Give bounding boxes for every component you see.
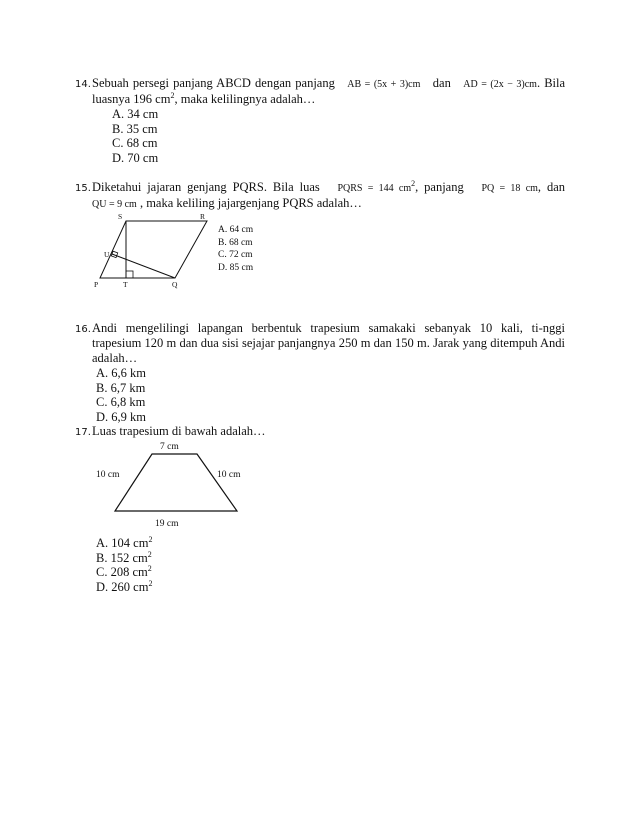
trapezoid-shape — [115, 454, 237, 511]
q15-options — [218, 224, 253, 274]
pq-expression: PQ = 18 cm — [481, 183, 538, 194]
option-c[interactable]: C. 208 $cm^2$ — [96, 564, 152, 579]
question-15 — [75, 180, 565, 212]
qu-expression: QU = 9 cm — [92, 199, 137, 210]
label-s: S — [118, 212, 123, 221]
q17-options — [75, 536, 565, 594]
parallelogram-figure — [90, 212, 230, 292]
question-14 — [75, 76, 565, 165]
label-u: U — [104, 250, 110, 259]
question-number: 16. — [75, 324, 91, 335]
option-b[interactable]: B. 6,7 km — [96, 380, 146, 395]
question-text: Diketahui jajaran genjang PQRS. Bila luas PQRS = 144 $cm^2$, panjang PQ = 18 cm, dan — [92, 179, 565, 194]
label-q: Q — [172, 280, 178, 289]
option-c[interactable]: C. 72 cm — [218, 250, 253, 260]
question-text-line2: luasnya 196 $cm^2$, maka kelilingnya adalah… — [92, 91, 316, 106]
option-c[interactable]: C. 68 cm — [112, 136, 158, 150]
ab-expression: AB = (5x + 3)cm — [347, 79, 421, 90]
question-text-line2: QU = 9 cm , maka keliling jajargenjang PQRS adalah… — [92, 196, 362, 210]
label-bottom: 19 cm — [155, 519, 179, 528]
height-qu — [112, 254, 175, 278]
option-c[interactable]: C. 6,8 km — [96, 395, 146, 409]
question-17 — [75, 424, 565, 439]
right-angle-t — [126, 271, 133, 278]
question-16 — [75, 321, 565, 424]
label-t: T — [123, 280, 128, 289]
label-right: 10 cm — [217, 470, 241, 480]
option-d[interactable]: D. 70 cm — [112, 150, 159, 165]
option-a[interactable]: A. 104 $cm^2$ — [96, 535, 153, 550]
option-d[interactable]: D. 6,9 km — [96, 409, 146, 424]
options — [96, 366, 565, 424]
question-text: Andi mengelilingi lapangan berbentuk trapesium samakaki sebanyak 10 kali, ti-nggi trapesium 120 m dan dua sisi sejajar panjangnya 250 m dan 150 m. Jarak yang ditempuh Andi adalah… — [92, 321, 565, 365]
right-angle-u — [111, 251, 117, 257]
question-number: 15. — [75, 183, 91, 194]
option-a[interactable]: A. 64 cm — [218, 225, 254, 235]
option-d[interactable]: D. 260 $cm^2$ — [96, 578, 153, 594]
question-number: 17. — [75, 427, 91, 438]
ad-expression: AD = (2x − 3)cm — [463, 79, 537, 90]
label-p: P — [94, 280, 99, 289]
label-left: 10 cm — [96, 470, 120, 480]
option-b[interactable]: B. 68 cm — [218, 237, 253, 248]
trapezoid-figure — [90, 438, 270, 528]
label-r: R — [200, 212, 206, 221]
option-b[interactable]: B. 35 cm — [112, 121, 158, 136]
option-d[interactable]: D. 85 cm — [218, 262, 254, 273]
option-b[interactable]: B. 152 $cm^2$ — [96, 549, 152, 565]
question-text: Luas trapesium di bawah adalah… — [92, 424, 266, 438]
option-a[interactable]: A. 34 cm — [112, 107, 159, 121]
label-top: 7 cm — [160, 442, 179, 452]
options — [112, 107, 565, 165]
question-text: Sebuah persegi panjang ABCD dengan panjang AB = (5x + 3)cm dan AD = (2x − 3)cm. Bila — [92, 76, 566, 90]
option-a[interactable]: A. 6,6 km — [96, 366, 146, 380]
question-number: 14. — [75, 79, 91, 90]
area-expression: PQRS = 144 $cm^2$ — [337, 179, 416, 194]
